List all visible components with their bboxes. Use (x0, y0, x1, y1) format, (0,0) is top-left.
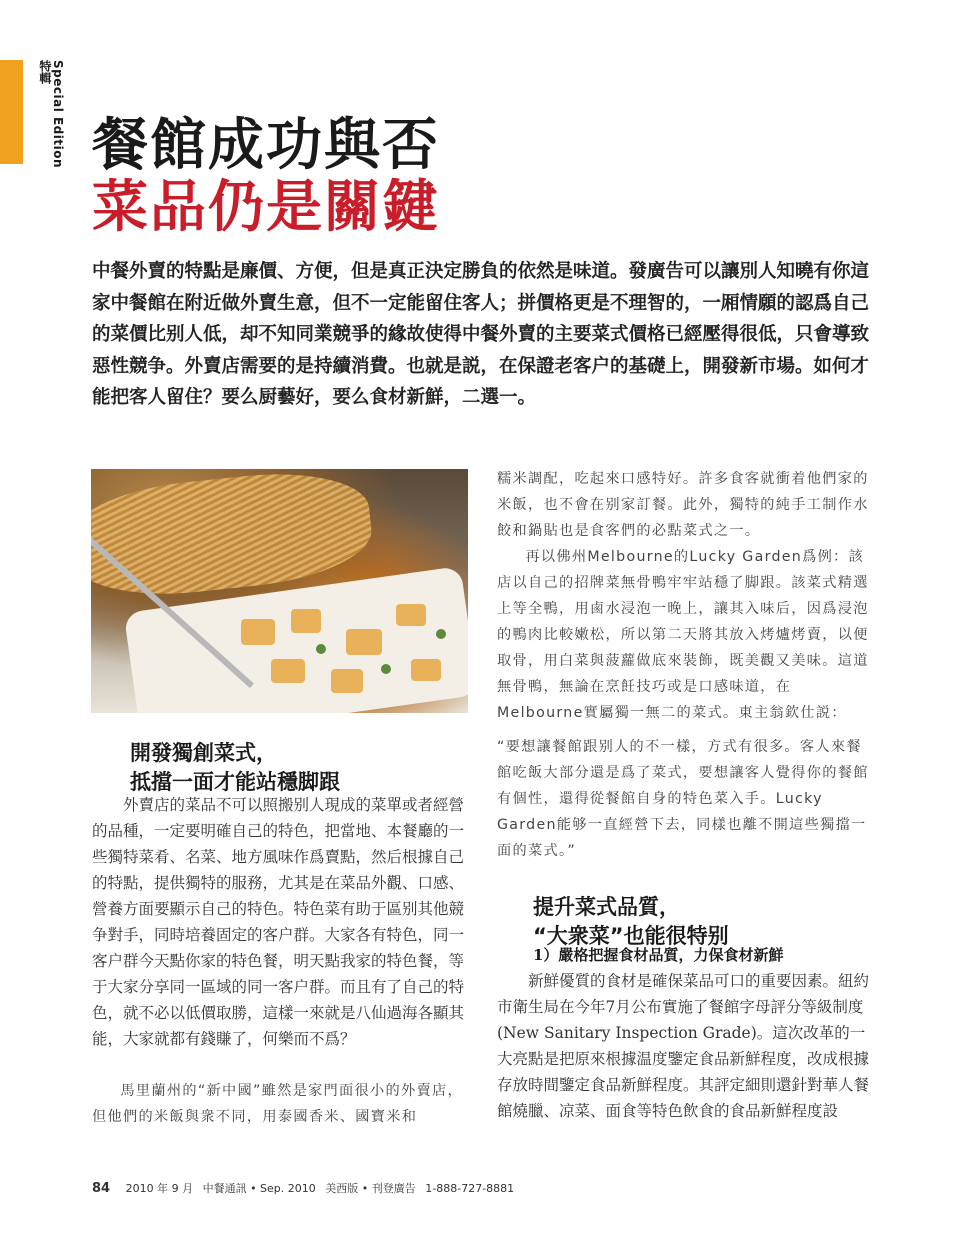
intro-text: 中餐外賣的特點是廉價、方便，但是真正決定勝負的依然是味道。發廣告可以讓別人知曉有你這家中餐館在附近做外賣生意，但不一定能留住客人；拼價格更是不理智的，一厢情願的認爲自己的菜價比别人低，却不知同業競爭的緣故使得中餐外賣的主要菜式價格已經壓得很低，只會導致惡性競争。外賣店需要的是持續消費。也就是説，在保證老客户的基礎上，開發新市場。如何才能把客人留住？要么厨藝好，要么食材新鮮，二選一。 (92, 261, 870, 408)
section1-heading-line2: 抵擋一面才能站穩脚跟 (130, 770, 340, 794)
footer-magazine: 中餐通訊 • Sep. 2010 (202, 1182, 316, 1195)
section1-heading-line1: 開發獨創菜式， (130, 741, 277, 765)
section1-heading (130, 739, 340, 797)
col2-continuation (497, 466, 875, 544)
section1-para2-text: 馬里蘭州的“新中國”雖然是家門面很小的外賣店，但他們的米飯與衆不同，用泰國香米、國寶米和 (92, 1083, 463, 1125)
footer-edition: 美西版 • 刊登廣告 (325, 1182, 416, 1195)
headline-line1: 餐館成功與否 (92, 112, 440, 178)
page-footer (92, 1180, 520, 1196)
col2-melbourne-text: 再以佛州Melbourne的Lucky Garden爲例：該店以自己的招牌菜無骨鴨牢牢站穩了脚跟。該菜式精選上等全鴨，用鹵水浸泡一晚上，讓其入味后，因爲浸泡的鴨肉比較嫩松，所以第二天將其放入烤爐烤賣，以便取骨，用白菜與菠蘿做底來裝飾，既美觀又美味。這道無骨鴨，無論在烹飪技巧或是口感味道，在Melbourne實屬獨一無二的菜式。東主翁欽仕説： (497, 549, 869, 721)
section1-para2 (92, 1078, 469, 1130)
food-photo (91, 469, 468, 713)
col2-continuation-text: 糯米調配，吃起來口感特好。許多食客就衝着他們家的米飯，也不會在别家訂餐。此外，獨特的純手工制作水餃和鍋貼也是食客們的必點菜式之一。 (497, 471, 869, 539)
col2-melbourne (497, 544, 875, 726)
edition-label-zh: 特輯 (37, 60, 52, 84)
footer-phone: 1-888-727-8881 (425, 1182, 515, 1195)
pea-shape (316, 644, 326, 654)
section2-heading-line2: “大衆菜”也能很特别 (533, 924, 729, 948)
footer-date: 2010 年 9 月 (125, 1182, 194, 1195)
edition-label-en: Special Edition (51, 60, 65, 169)
section1-para1-text: 外賣店的菜品不可以照搬别人現成的菜單或者經營的品種，一定要明確自己的特色，把當地、本餐廳的一些獨特菜肴、名菜、地方風味作爲賣點，然后根據自己的特點，提供獨特的服務，尤其是在菜品外觀、口感、營養方面要顯示自己的特色。特色菜有助于區别其他競争對手，同時培養固定的客户群。大家各有特色，同一客户群今天點你家的特色餐，明天點我家的特色餐，等于大家分享同一區域的同一客户群。而且有了自己的特色，就不必以低價取勝，這樣一來就是八仙過海各顯其能，大家就都有錢賺了，何樂而不爲？ (92, 796, 465, 1048)
page-number: 84 (92, 1181, 111, 1196)
section2-para-text: 新鮮優質的食材是確保菜品可口的重要因素。紐約市衛生局在今年7月公布實施了餐館字母評分等級制度(New Sanitary Inspection Grade)。這次改革的一大亮點是把原來根據温度鑒定食品新鮮程度，改成根據存放時間鑒定食品新鮮程度。其評定細則還針對華人餐館燒臘、凉菜、面食等特色飲食的食品新鮮程度設 (497, 972, 870, 1120)
tofu-shape (291, 609, 321, 633)
section2-subheading: 1）嚴格把握食材品質，力保食材新鮮 (533, 946, 784, 964)
tofu-shape (271, 659, 305, 683)
tofu-shape (331, 669, 363, 693)
section2-heading-line1: 提升菜式品質， (533, 895, 680, 919)
tofu-shape (346, 629, 382, 655)
col2-quote-text: “要想讓餐館跟别人的不一樣，方式有很多。客人來餐館吃飯大部分還是爲了菜式，要想讓客人覺得你的餐館有個性，還得從餐館自身的特色菜入手。Lucky Garden能够一直經營下去，同樣也離不開這些獨擋一面的菜式。” (497, 739, 869, 859)
col2-quote (497, 734, 875, 864)
tofu-shape (396, 604, 426, 626)
section1-para1 (92, 792, 469, 1052)
tofu-shape (241, 619, 275, 645)
section2-heading (533, 893, 729, 951)
pea-shape (436, 629, 446, 639)
section2-para (497, 968, 875, 1124)
edition-tab (0, 60, 23, 164)
headline-line2: 菜品仍是關鍵 (92, 174, 440, 240)
pea-shape (381, 664, 391, 674)
tofu-shape (411, 659, 441, 681)
edition-label (24, 60, 64, 180)
intro-paragraph (92, 256, 878, 414)
